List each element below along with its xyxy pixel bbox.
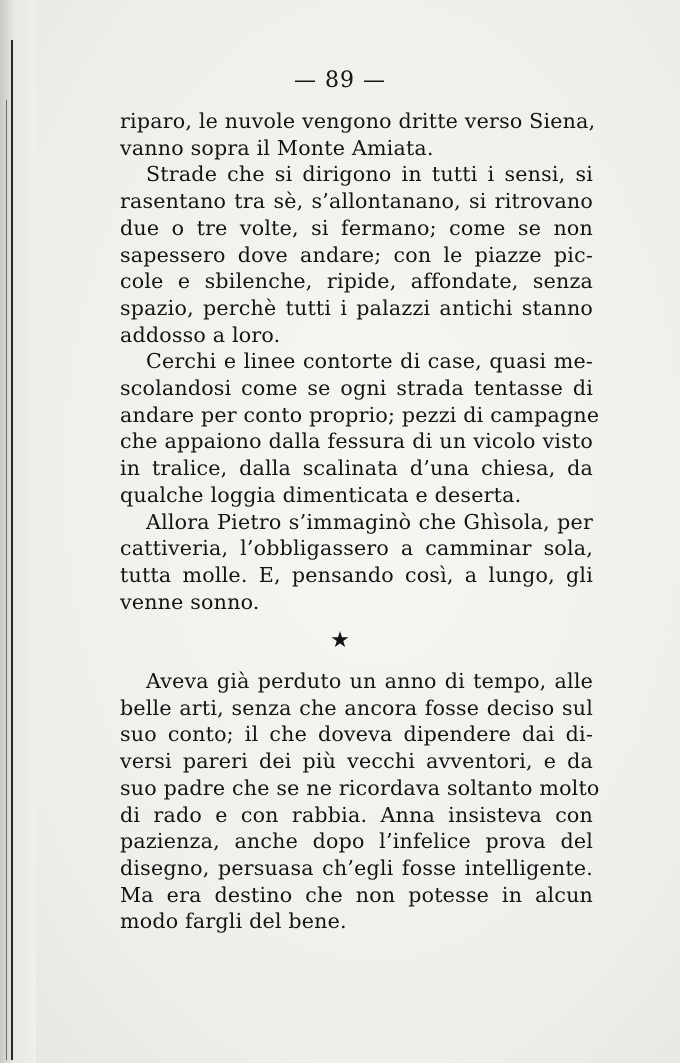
text-line: scolandosi come se ogni strada tentasse di xyxy=(120,376,593,401)
text-line: vanno sopra il Monte Amiata. xyxy=(120,135,434,160)
paragraph-first-line: Aveva già perduto un anno di tempo, alle xyxy=(146,669,593,693)
text-section-2 xyxy=(120,668,600,935)
text-line: riparo, le nuvole vengono dritte verso Siena, xyxy=(120,109,596,133)
binding-shadow-line-secondary xyxy=(6,100,7,1060)
text-section-1 xyxy=(120,108,600,615)
text-line: qualche loggia dimenticata e deserta. xyxy=(120,482,522,507)
text-line: cattiveria, l’obbligassero a camminar sola, xyxy=(120,536,593,561)
text-line: due o tre volte, si fermano; come se non xyxy=(120,215,593,240)
text-line: disegno, persuasa ch’egli fosse intelligente. xyxy=(120,855,593,880)
section-separator-star: ★ xyxy=(330,628,350,653)
text-line: rasentano tra sè, s’allontanano, si ritrovano xyxy=(120,189,593,214)
text-line: addosso a loro. xyxy=(120,322,281,347)
text-line: di rado e con rabbia. Anna insisteva con xyxy=(120,802,593,827)
page-number: — 89 — xyxy=(294,68,386,93)
text-line: Ma era destino che non potesse in alcun xyxy=(120,882,593,907)
text-line: spazio, perchè tutti i palazzi antichi stanno xyxy=(120,295,593,320)
text-line: cole e sbilenche, ripide, affondate, senza xyxy=(120,269,593,294)
text-line: venne sonno. xyxy=(120,589,260,614)
paragraph-first-line: Allora Pietro s’immaginò che Ghìsola, per xyxy=(146,509,593,534)
paragraph-first-line: Cerchi e linee contorte di case, quasi me- xyxy=(146,349,593,374)
binding-shadow-line xyxy=(11,40,13,1060)
text-line: versi pareri dei più vecchi avventori, e da xyxy=(120,749,593,774)
text-line: pazienza, anche dopo l’infelice prova del xyxy=(120,829,593,854)
text-line: in tralice, dalla scalinata d’una chiesa, da xyxy=(120,456,593,481)
text-line: modo fargli del bene. xyxy=(120,909,347,934)
text-line: tutta molle. E, pensando così, a lungo, gli xyxy=(120,562,593,587)
paragraph-first-line: Strade che si dirigono in tutti i sensi, si xyxy=(146,162,593,187)
text-line: che appaiono dalla fessura di un vicolo visto xyxy=(120,429,593,454)
text-line: suo padre che se ne ricordava soltanto molto xyxy=(120,775,600,800)
text-line: suo conto; il che doveva dipendere dai di- xyxy=(120,722,593,747)
text-line: belle arti, senza che ancora fosse deciso sul xyxy=(120,695,593,720)
text-line: sapessero dove andare; con le piazze pic- xyxy=(120,242,593,267)
text-line: andare per conto proprio; pezzi di campagne xyxy=(120,402,600,427)
